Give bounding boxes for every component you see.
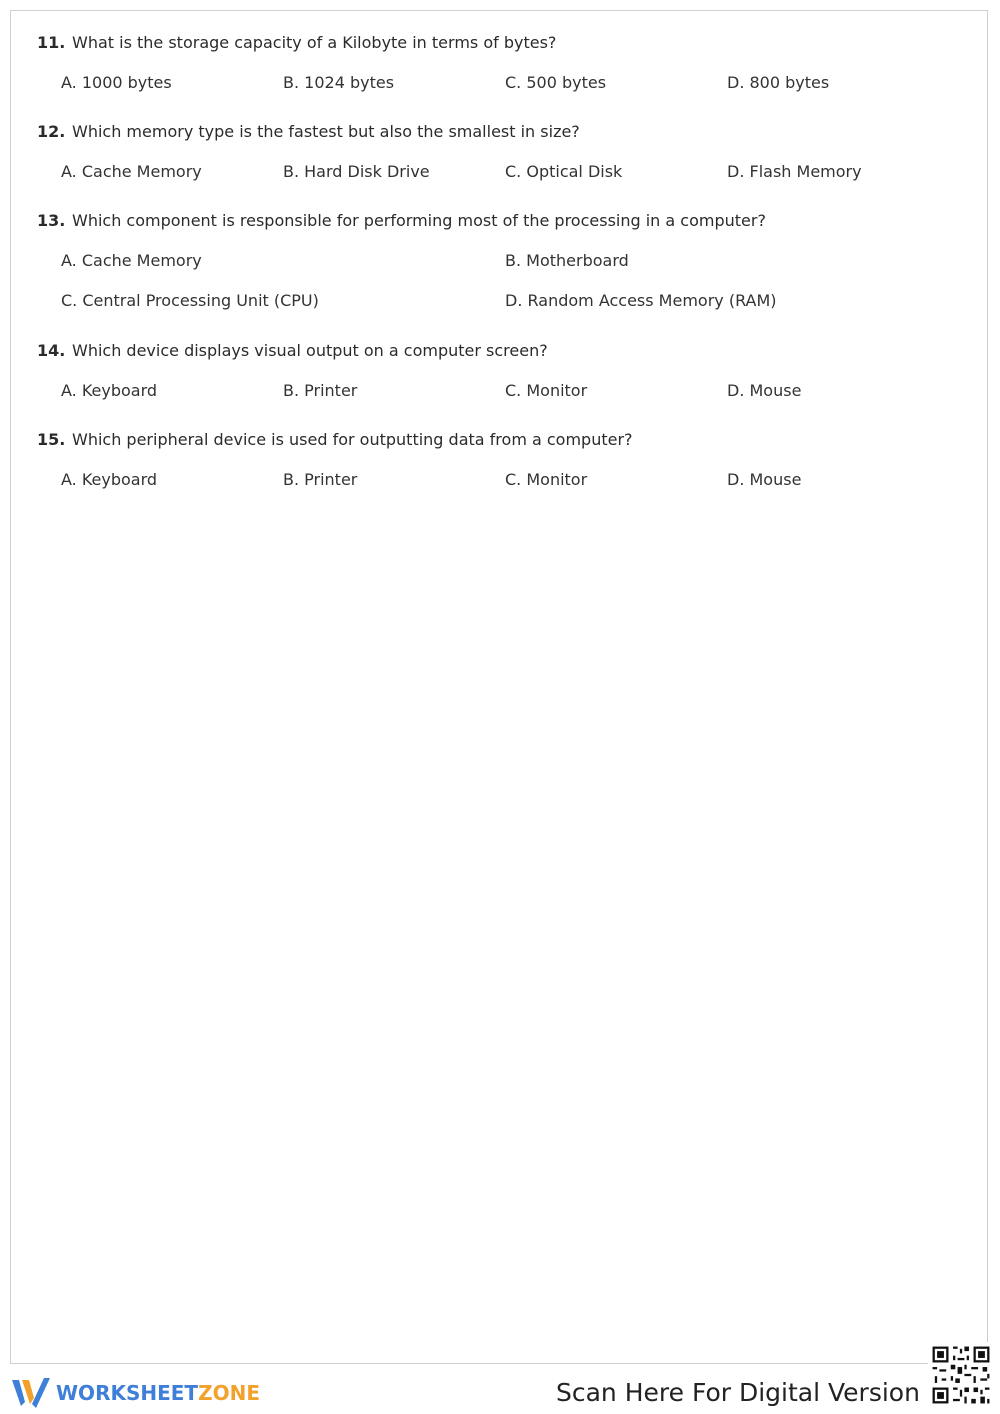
option-b[interactable]: B. Printer bbox=[283, 470, 358, 489]
option-c[interactable]: C. Optical Disk bbox=[505, 162, 623, 181]
option-c[interactable]: C. Monitor bbox=[505, 381, 588, 400]
question-text: Which peripheral device is used for outputting data from a computer? bbox=[72, 430, 633, 449]
option-d[interactable]: D. Mouse bbox=[727, 381, 802, 400]
question-14 bbox=[37, 341, 548, 361]
option-a[interactable]: A. Keyboard bbox=[61, 381, 158, 400]
worksheetzone-logo[interactable] bbox=[10, 1376, 260, 1410]
qr-code-icon[interactable] bbox=[928, 1342, 994, 1408]
option-a[interactable]: A. Cache Memory bbox=[61, 251, 202, 270]
option-d[interactable]: D. 800 bytes bbox=[727, 73, 830, 92]
question-number: 15. bbox=[37, 430, 66, 449]
question-12 bbox=[37, 122, 580, 142]
question-11 bbox=[37, 33, 556, 53]
option-c[interactable]: C. Monitor bbox=[505, 470, 588, 489]
question-number: 13. bbox=[37, 211, 66, 230]
option-b[interactable]: B. Motherboard bbox=[505, 251, 629, 270]
option-b[interactable]: B. Printer bbox=[283, 381, 358, 400]
worksheetzone-logo-icon bbox=[10, 1376, 50, 1410]
question-number: 12. bbox=[37, 122, 66, 141]
question-text: Which component is responsible for performing most of the processing in a computer? bbox=[72, 211, 766, 230]
option-a[interactable]: A. Cache Memory bbox=[61, 162, 202, 181]
option-a[interactable]: A. Keyboard bbox=[61, 470, 158, 489]
scan-instruction-text: Scan Here For Digital Version bbox=[556, 1378, 920, 1407]
question-text: What is the storage capacity of a Kilobyte in terms of bytes? bbox=[72, 33, 557, 52]
option-d[interactable]: D. Flash Memory bbox=[727, 162, 862, 181]
page-footer bbox=[0, 1364, 1000, 1414]
option-d[interactable]: D. Mouse bbox=[727, 470, 802, 489]
question-15 bbox=[37, 430, 633, 450]
option-b[interactable]: B. Hard Disk Drive bbox=[283, 162, 430, 181]
option-a[interactable]: A. 1000 bytes bbox=[61, 73, 172, 92]
question-number: 14. bbox=[37, 341, 66, 360]
brand-name: WORKSHEETZONE bbox=[56, 1381, 260, 1405]
option-c[interactable]: C. Central Processing Unit (CPU) bbox=[61, 291, 319, 310]
question-number: 11. bbox=[37, 33, 66, 52]
option-b[interactable]: B. 1024 bytes bbox=[283, 73, 395, 92]
option-c[interactable]: C. 500 bytes bbox=[505, 73, 607, 92]
option-d[interactable]: D. Random Access Memory (RAM) bbox=[505, 291, 777, 310]
question-13 bbox=[37, 211, 766, 231]
worksheet-page bbox=[10, 10, 988, 1364]
question-text: Which memory type is the fastest but also the smallest in size? bbox=[72, 122, 580, 141]
question-text: Which device displays visual output on a computer screen? bbox=[72, 341, 548, 360]
